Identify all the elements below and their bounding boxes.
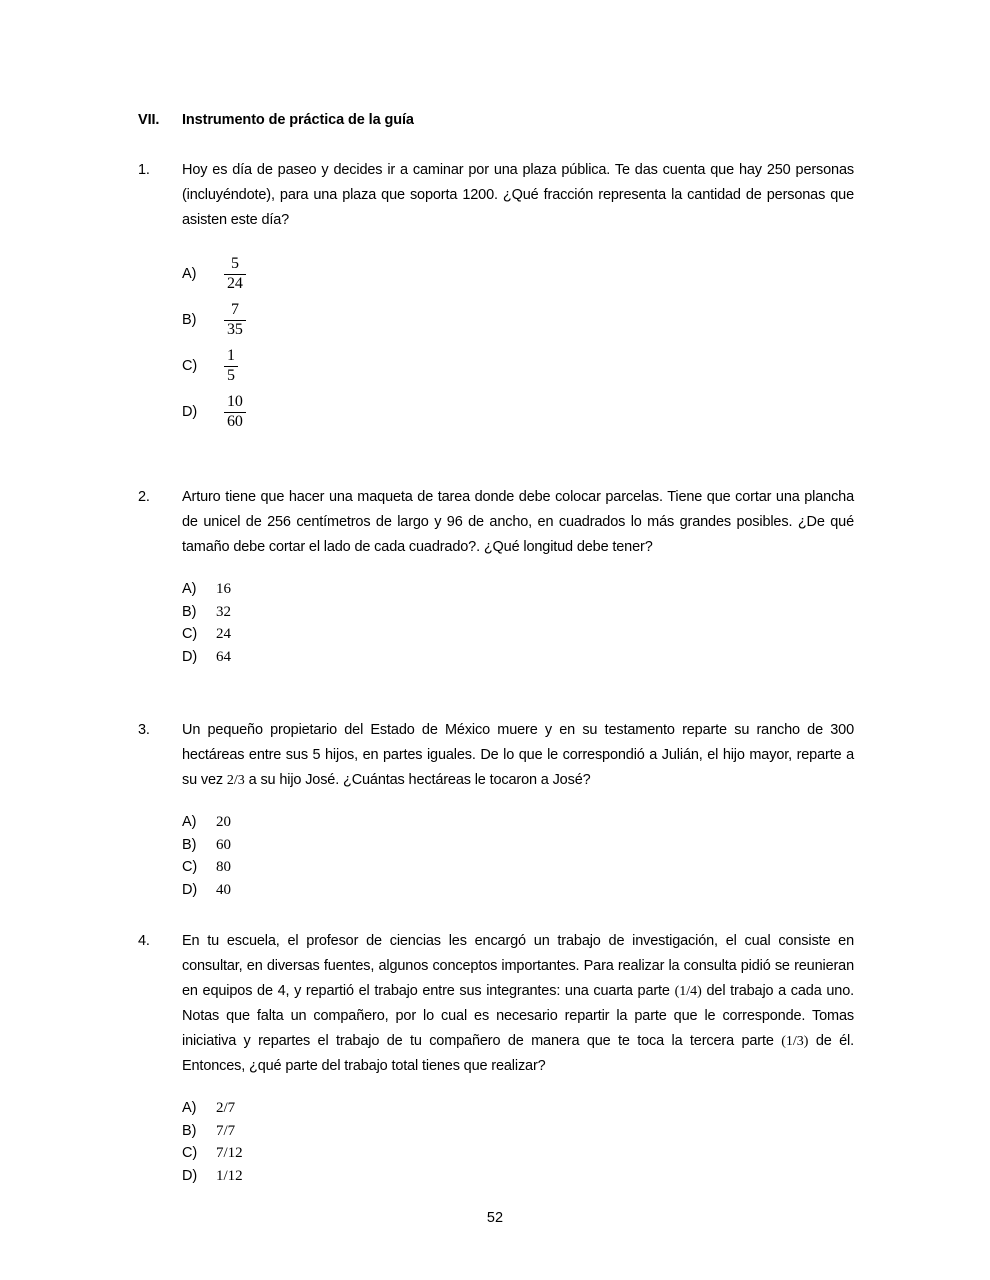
question-2-options [182,578,854,668]
question-3-number: 3. [138,722,150,738]
block-spacer [138,435,854,485]
option-letter: B) [182,836,197,853]
option-row[interactable] [182,879,854,902]
question-3-text-part2: a su hijo José. ¿Cuántas hectáreas le tocaron a José? [244,772,591,788]
option-letter: A) [182,265,197,282]
option-value: 7/12 [216,1145,243,1161]
option-letter: A) [182,814,197,830]
option-letter: B) [182,311,197,328]
option-row[interactable] [182,646,854,669]
section-number: VII. [138,112,160,128]
option-row[interactable] [182,623,854,646]
option-value: 2/7 [216,1100,236,1116]
option-value: 64 [216,648,231,665]
question-1 [138,158,854,233]
question-2-number: 2. [138,489,150,505]
fraction-denominator: 24 [224,274,246,293]
option-letter: D) [182,881,198,898]
option-fraction [224,256,246,293]
option-fraction [224,302,246,339]
block-spacer [138,901,854,929]
question-3-options [182,811,854,901]
option-letter: C) [182,357,198,374]
option-row[interactable] [182,856,854,879]
fraction-numerator: 5 [230,254,239,272]
option-value: 32 [216,603,231,620]
question-1-options [182,251,854,435]
fraction-denominator: 60 [224,412,246,431]
page-content [138,112,854,1187]
option-letter: C) [182,626,198,642]
option-row[interactable] [182,297,854,343]
option-fraction [224,394,246,431]
option-row[interactable] [182,1120,854,1143]
option-letter: D) [182,1167,198,1184]
option-row[interactable] [182,811,854,834]
option-row[interactable] [182,1097,854,1120]
section-title: Instrumento de práctica de la guía [182,112,414,128]
option-value: 24 [216,626,231,642]
question-2-text: Arturo tiene que hacer una maqueta de tarea donde debe colocar parcelas. Tiene que cortar una plancha de unicel de 256 centímetros de largo y 96 de ancho, en cuadrados lo más grandes posibles. ¿De qué tamaño debe cortar el lado de cada cuadrado?. ¿Qué longitud debe tener? [182,489,854,555]
question-1-text: Hoy es día de paseo y decides ir a caminar por una plaza pública. Te das cuenta que hay 250 personas (incluyéndote), para una plaza que soporta 1200. ¿Qué fracción representa la cantidad de personas que asisten este día? [182,162,854,228]
question-2 [138,485,854,560]
option-row[interactable] [182,251,854,297]
block-spacer [138,668,854,718]
option-letter: B) [182,1122,197,1139]
option-value: 16 [216,581,231,597]
option-value: 40 [216,881,231,898]
option-row[interactable] [182,834,854,857]
option-row[interactable] [182,578,854,601]
fraction-numerator: 7 [230,300,239,318]
option-letter: C) [182,859,198,875]
option-row[interactable] [182,1142,854,1165]
option-value: 20 [216,814,231,830]
option-row[interactable] [182,1165,854,1188]
question-4-number: 4. [138,933,150,949]
question-4-text-part3: de él. Entonces, ¿qué parte del trabajo total tienes que realizar? [182,1033,855,1074]
question-3 [138,718,854,793]
question-4-text [182,929,854,1079]
question-4-options [182,1097,854,1187]
option-letter: A) [182,581,197,597]
question-4-inline-fraction-1: (1/4) [674,984,702,999]
question-3-text-part1: Un pequeño propietario del Estado de México muere y en su testamento reparte su rancho de 300 hectáreas entre sus 5 hijos, en partes iguales. De lo que le correspondió a Julián, el hijo mayor, reparte a su vez [182,722,854,788]
question-3-inline-fraction: 2/3 [226,773,245,788]
option-value: 80 [216,859,231,875]
option-letter: B) [182,603,197,620]
option-row[interactable] [182,601,854,624]
question-4-text-part1: En tu escuela, el profesor de ciencias les encargó un trabajo de investigación, el cual consiste en consultar, en diversas fuentes, algunos conceptos importantes. Para realizar la consulta pidió se reunieran en equipos de 4, y repartió el trabajo entre sus integrantes: una cuarta parte [182,933,854,999]
option-value: 60 [216,836,231,853]
fraction-denominator: 35 [224,320,246,339]
fraction-numerator: 1 [227,346,235,364]
question-3-text [182,718,854,793]
option-row[interactable] [182,343,854,389]
option-letter: C) [182,1145,198,1161]
section-heading [138,112,854,128]
option-letter: A) [182,1100,197,1116]
question-4 [138,929,854,1079]
option-letter: D) [182,648,198,665]
option-row[interactable] [182,389,854,435]
page-number: 52 [486,1210,504,1226]
question-4-inline-fraction-2: (1/3) [781,1034,809,1049]
fraction-denominator: 5 [224,366,238,385]
option-fraction [224,348,238,385]
option-value: 1/12 [216,1167,243,1184]
fraction-numerator: 10 [227,392,243,410]
question-4-text-part2: del trabajo a cada uno. Notas que falta un compañero, por lo cual es necesario repartir la parte que le corresponde. Tomas iniciativa y repartes el trabajo de tu compañero de manera que te toca la tercera parte [182,983,854,1049]
question-1-number: 1. [138,162,150,178]
option-value: 7/7 [216,1122,236,1139]
option-letter: D) [182,403,198,420]
